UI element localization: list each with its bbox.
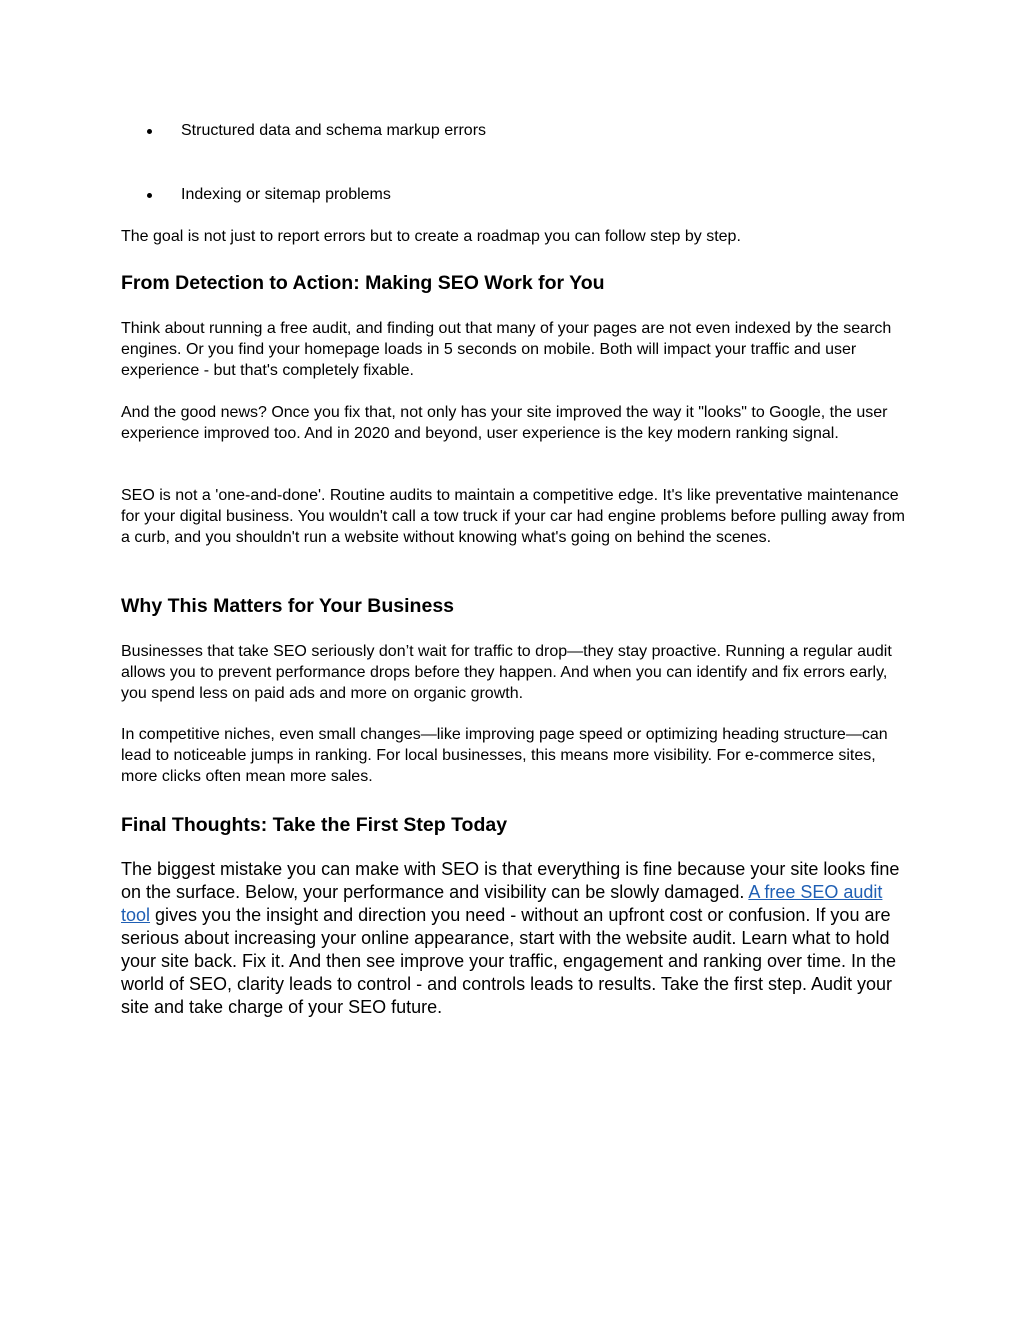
final-text-after: gives you the insight and direction you need - without an upfront cost or confusion. If you are serious about increasing your online appearance, start with the website audit. Learn what to hold your site back. Fix it. And then see improve your traffic, engagement and ranking over time. In the world of SEO, clarity leads to control - and controls leads to results. Take the first step. Audit your site and take charge of your SEO future. — [121, 905, 897, 1017]
seo-audit-tool-link[interactable]: A free SEO audit tool — [121, 882, 883, 925]
paragraph: And the good news? Once you fix that, not only has your site improved the way it "looks" to Google, the user experience improved too. And in 2020 and beyond, user experience is the key modern ranking signal. — [121, 404, 888, 442]
bullet-text: Indexing or sitemap problems — [181, 186, 391, 203]
paragraph: Businesses that take SEO seriously don’t wait for traffic to drop—they stay proactive. Running a regular audit allows you to prevent performance drops before they happen. And when you can identify and fix errors early, you spend less on paid ads and more on organic growth. — [121, 643, 892, 702]
section-heading-business: Why This Matters for Your Business — [121, 595, 455, 617]
intro-goal-paragraph: The goal is not just to report errors but to create a roadmap you can follow step by step. — [121, 228, 741, 245]
final-paragraph — [121, 858, 906, 1019]
bullet-list — [147, 120, 847, 206]
list-item — [147, 184, 847, 206]
section-heading-detection: From Detection to Action: Making SEO Work for You — [121, 272, 605, 294]
paragraph: Think about running a free audit, and finding out that many of your pages are not even indexed by the search engines. Or you find your homepage loads in 5 seconds on mobile. Both will impact your traffic and user experience - but that's completely fixable. — [121, 320, 892, 379]
bullet-text: Structured data and schema markup errors — [181, 122, 487, 139]
paragraph: SEO is not a 'one-and-done'. Routine audits to maintain a competitive edge. It's like preventative maintenance for your digital business. You wouldn't call a tow truck if your car had engine problems before pulling away from a curb, and you shouldn't run a website without knowing what's going on behind the scenes. — [121, 487, 905, 546]
section-heading-final-thoughts: Final Thoughts: Take the First Step Today — [121, 814, 508, 836]
bullet-icon — [147, 129, 152, 134]
paragraph: In competitive niches, even small changes—like improving page speed or optimizing heading structure—can lead to noticeable jumps in ranking. For local businesses, this means more visibility. For e-commerce sites, more clicks often mean more sales. — [121, 726, 888, 785]
bullet-icon — [147, 193, 152, 198]
list-item — [147, 120, 847, 142]
final-text-before: The biggest mistake you can make with SEO is that everything is fine because your site looks fine on the surface. Below, your performance and visibility can be slowly damaged. — [121, 859, 900, 902]
